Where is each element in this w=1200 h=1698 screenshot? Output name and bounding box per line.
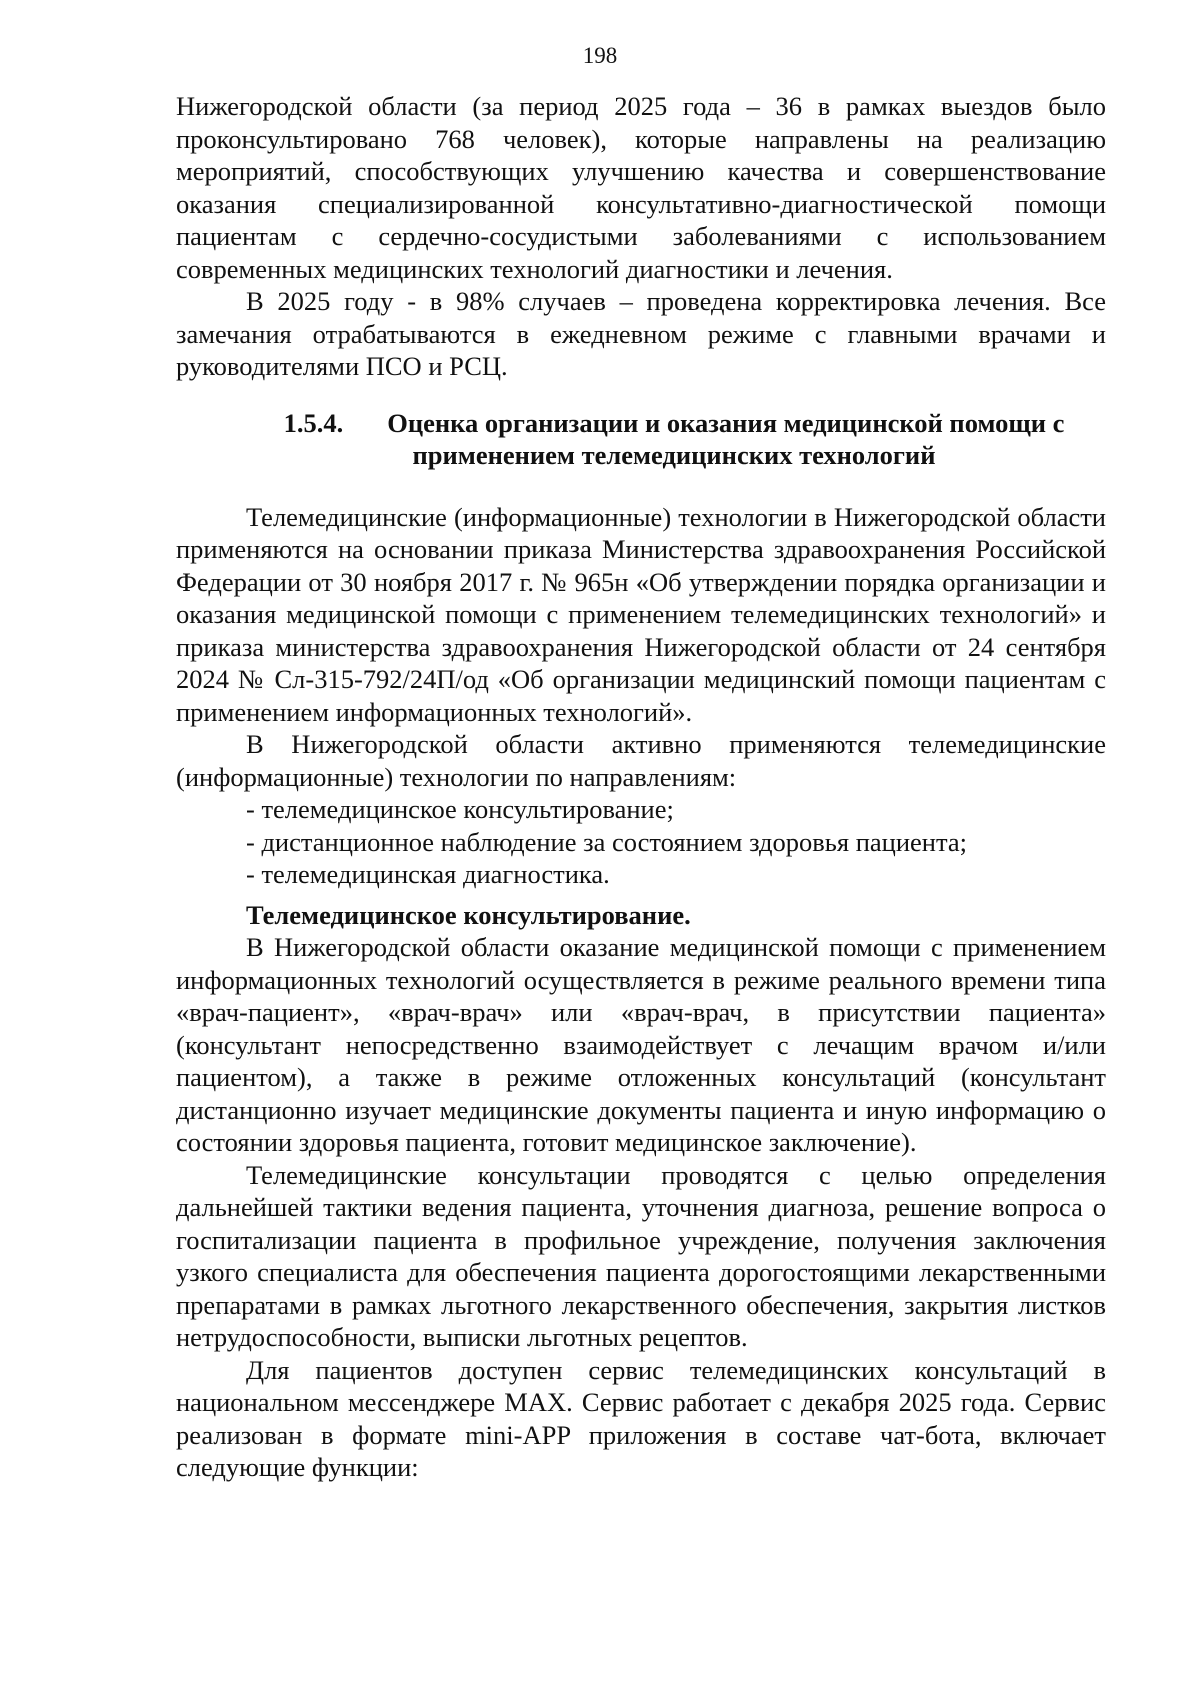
paragraph-treatment-correction: В 2025 году - в 98% случаев – проведена корректировка лечения. Все замечания отрабатываются в ежедневном режиме с главными врачами и руководителями ПСО и РСЦ. xyxy=(176,286,1106,381)
paragraph-consultation-goals: Телемедицинские консультации проводятся с целью определения дальнейшей тактики ведения пациента, уточнения диагноза, решение вопроса о госпитализации пациента в профильное учреждение, получения заключения узкого специалиста для обеспечения пациента дорогостоящими лекарственными препаратами в рамках льготного лекарственного обеспечения, закрытия листков нетрудоспособности, выписки льготных рецептов. xyxy=(176,1159,1106,1352)
list-item-teleconsulting: - телемедицинское консультирование; xyxy=(246,794,674,824)
page-number: 198 xyxy=(582,43,618,68)
section-title-part-1: Оценка организации и оказания медицинской помощи с xyxy=(387,407,1065,438)
paragraph-consultation-results: Нижегородской области (за период 2025 года – 36 в рамках выездов было проконсультировано 768 человек), которые направлены на реализацию мероприятий, способствующих улучшению качества и совершенствование оказания специализированной консультативно-диагностической помощи пациентам с сердечно-сосудистыми заболеваниями с использованием современных медицинских технологий диагностики и лечения. xyxy=(176,91,1106,284)
section-number: 1.5.4. xyxy=(283,407,344,438)
page-content xyxy=(176,90,1106,1484)
list-item-telediagnostics: - телемедицинская диагностика. xyxy=(246,859,610,889)
subheading-teleconsulting: Телемедицинское консультирование. xyxy=(246,899,691,930)
paragraph-directions-intro: В Нижегородской области активно применяются телемедицинские (информационные) технологии по направлениям: xyxy=(176,729,1106,792)
section-title-part-2: применением телемедицинских технологий xyxy=(412,439,936,470)
paragraph-max-service: Для пациентов доступен сервис телемедицинских консультаций в национальном мессенджере MAX. Сервис работает с декабря 2025 года. Сервис реализован в формате mini-APP приложения в составе чат-бота, включает следующие функции: xyxy=(176,1354,1106,1482)
section-heading xyxy=(176,407,1106,471)
paragraph-legal-basis: Телемедицинские (информационные) технологии в Нижегородской области применяются на основании приказа Министерства здравоохранения Российской Федерации от 30 ноября 2017 г. № 965н «Об утверждении порядка организации и оказания медицинской помощи с применением телемедицинских технологий» и приказа министерства здравоохранения Нижегородской области от 24 сентября 2024 № Сл-315-792/24П/од «Об организации медицинский помощи пациентам с применением информационных технологий». xyxy=(176,501,1106,727)
section-heading-line-1 xyxy=(242,407,1106,439)
paragraph-consultation-modes: В Нижегородской области оказание медицинской помощи с применением информационных технологий осуществляется в режиме реального времени типа «врач-пациент», «врач-врач» или «врач-врач, в присутствии пациента» (консультант непосредственно взаимодействует с лечащим врачом и/или пациентом), а также в режиме отложенных консультаций (консультант дистанционно изучает медицинские документы пациента и иную информацию о состоянии здоровья пациента, готовит медицинское заключение). xyxy=(176,932,1106,1157)
list-item-remote-monitoring: - дистанционное наблюдение за состоянием здоровья пациента; xyxy=(246,826,967,857)
